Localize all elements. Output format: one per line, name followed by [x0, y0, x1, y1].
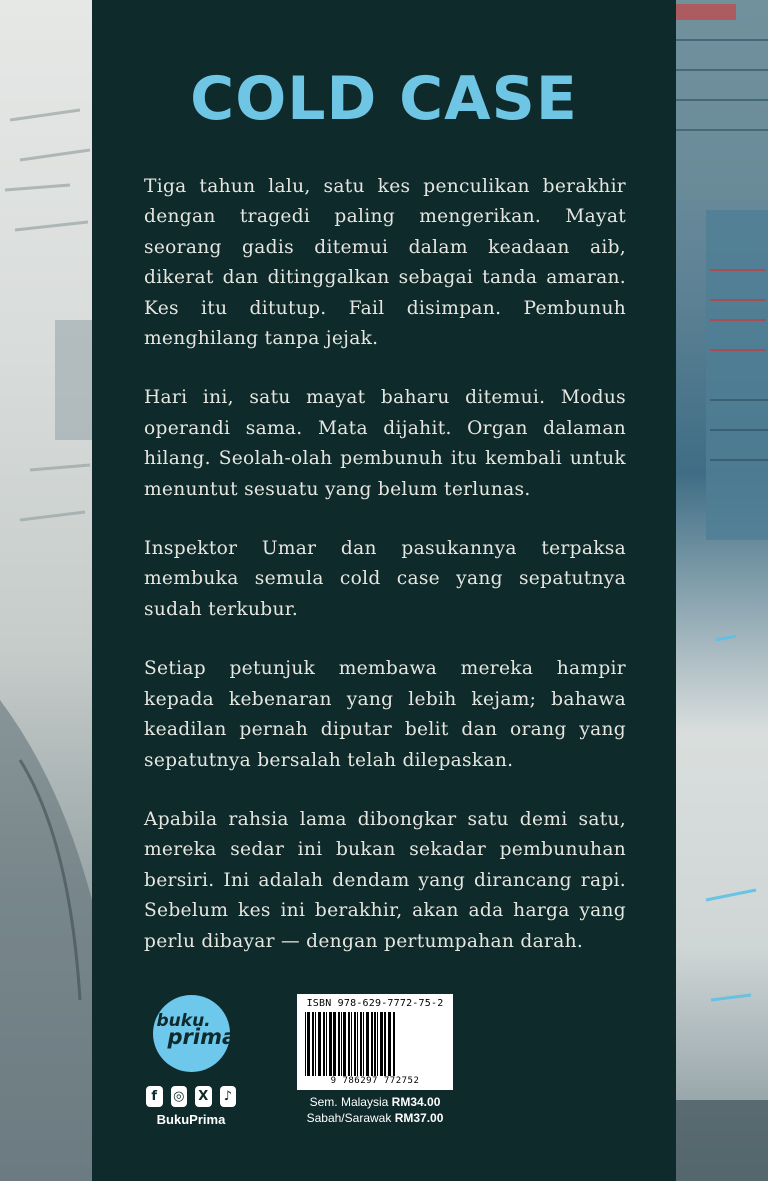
logo-word-2: prima [167, 1025, 237, 1049]
barcode-bar [329, 1012, 332, 1076]
isbn-text: ISBN 978-629-7772-75-2 [306, 998, 444, 1009]
barcode-digits: 9 786297 772752 [330, 1076, 420, 1086]
synopsis [144, 172, 626, 986]
barcode-bar [318, 1012, 321, 1076]
barcode-bar [380, 1012, 383, 1076]
barcode-bar [312, 1012, 314, 1076]
barcode-bar [366, 1012, 369, 1076]
price-value-1: RM34.00 [391, 1095, 441, 1109]
synopsis-paragraph-5: Apabila rahsia lama dibongkar satu demi satu, mereka sedar ini bukan sekadar pembunuhan bersiri. Ini adalah dendam yang dirancang rapi. Sebelum kes ini berakhir, akan ada harga yang perlu dibayar — dengan pertumpahan darah. [144, 808, 626, 952]
synopsis-paragraph-3: Inspektor Umar dan pasukannya terpaksa membuka semula cold case yang sepatutnya sudah terkubur. [144, 538, 626, 620]
barcode-bar [384, 1012, 386, 1076]
price-value-2: RM37.00 [394, 1111, 444, 1125]
facebook-icon[interactable]: f [146, 1086, 163, 1107]
synopsis-paragraph-2: Hari ini, satu mayat baharu ditemui. Modus operandi sama. Mata dijahit. Organ dalaman hilang. Seolah-olah pembunuh itu kembali untuk menuntut sesuatu yang belum terlunas. [144, 387, 626, 500]
barcode-bar [338, 1012, 340, 1076]
price-region-2: Sabah/Sarawak [306, 1111, 392, 1125]
barcode-bar [360, 1012, 362, 1076]
barcode-bar [323, 1012, 325, 1076]
social-icons [146, 1086, 236, 1107]
barcode-bars [303, 1012, 447, 1076]
background-art-right [676, 0, 768, 1181]
barcode-bar [343, 1012, 346, 1076]
isbn-barcode [297, 994, 453, 1090]
price-region-1: Sem. Malaysia [309, 1095, 389, 1109]
instagram-icon[interactable]: ◎ [171, 1086, 188, 1107]
barcode-bar [354, 1012, 356, 1076]
price-row-2 [297, 1110, 453, 1126]
price-list [297, 1094, 453, 1126]
tiktok-icon[interactable]: ♪ [220, 1086, 237, 1107]
book-title: COLD CASE [190, 64, 578, 134]
background-art-left [0, 0, 92, 1181]
publisher-logo [153, 995, 237, 1072]
x-icon[interactable]: X [195, 1086, 212, 1107]
barcode-bar [351, 1012, 352, 1076]
barcode-bar [333, 1012, 336, 1076]
barcode-bar [388, 1012, 391, 1076]
barcode-bar [326, 1012, 327, 1076]
barcode-bar [377, 1012, 378, 1076]
price-row-1 [297, 1094, 453, 1110]
barcode-bar [341, 1012, 342, 1076]
barcode-bar [371, 1012, 373, 1076]
barcode-bar [348, 1012, 350, 1076]
barcode-bar [307, 1012, 310, 1076]
barcode-bar [315, 1012, 316, 1076]
publisher-block [146, 995, 236, 1127]
barcode-bar [305, 1012, 306, 1076]
publisher-handle: BukuPrima [156, 1112, 226, 1127]
logo-word-1: buku. [156, 1011, 211, 1031]
barcode-bar [363, 1012, 364, 1076]
synopsis-paragraph-1: Tiga tahun lalu, satu kes penculikan berakhir dengan tragedi paling mengerikan. Mayat seorang gadis ditemui dalam keadaan aib, dikerat dan ditinggalkan sebagai tanda amaran. Kes itu ditutup. Fail disimpan. Pembunuh menghilang tanpa jejak. [144, 176, 626, 350]
synopsis-paragraph-4: Setiap petunjuk membawa mereka hampir kepada kebenaran yang lebih kejam; bahawa keadilan pernah diputar belit dan orang yang sepatutnya bersalah telah dilepaskan. [144, 658, 626, 771]
barcode-bar [357, 1012, 358, 1076]
barcode-bar [393, 1012, 395, 1076]
barcode-bar [374, 1012, 376, 1076]
